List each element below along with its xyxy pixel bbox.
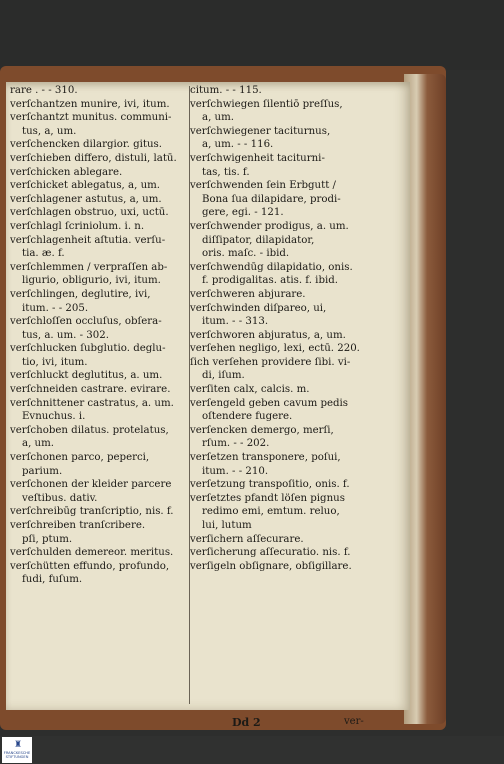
dictionary-entry-line: pſi, ptum. <box>22 533 73 545</box>
dictionary-entry-line: verſchreiben tranſcribere. <box>10 520 146 531</box>
right-column <box>190 84 398 573</box>
dictionary-entry-line: verſetztes pfandt löſen pignus <box>190 492 345 504</box>
dictionary-entry-line: verſchonen parco, peperci, <box>10 452 150 464</box>
dictionary-entry-line: verſchlagenheit aſtutia. verſu- <box>10 234 166 246</box>
dictionary-entry-line: verſchlagen obstruo, uxi, uctū. <box>10 207 169 219</box>
dictionary-entry-line: verſchweren abjurare. <box>190 288 306 300</box>
dictionary-entry-line: verſencken demergo, merſi, <box>190 424 334 436</box>
library-logo-text: FRANCKESCHE STIFTUNGEN <box>3 751 31 759</box>
dictionary-entry-line: a, um. <box>22 438 55 450</box>
dictionary-entry-line: verſchencken dilargior. gitus. <box>10 139 163 151</box>
catchword: ver- <box>344 716 364 727</box>
dictionary-entry-line: verſchonen der kleider parcere <box>10 479 172 491</box>
book-fore-edge <box>404 74 446 724</box>
dictionary-page <box>6 82 410 729</box>
dictionary-entry-line: redimo emi, emtum. reluo, <box>202 506 340 518</box>
dictionary-entry-line: verſengeld geben cavum pedis <box>190 397 349 409</box>
dictionary-entry-line: verſiten calx, calcis. m. <box>190 384 310 396</box>
dictionary-entry-line: tas, tis. f. <box>202 166 250 178</box>
dictionary-entry-line: ligurio, obligurio, ivi, itum. <box>22 275 161 287</box>
dictionary-entry-line: a, um. <box>202 112 235 124</box>
dictionary-entry-line: verſchwender prodigus, a. um. <box>190 220 349 232</box>
dictionary-entry-line: verſchreibūg tranſcriptio, nis. f. <box>10 506 174 518</box>
left-column <box>10 84 188 587</box>
dictionary-entry-line: verſchieben differo, distuli, latū. <box>10 152 177 164</box>
dictionary-entry-line: verſchneiden castrare. evirare. <box>10 384 171 396</box>
dictionary-entry-line: verſchnittener castratus, a. um. <box>10 397 174 409</box>
dictionary-entry-line: verſchütten effundo, profundo, <box>10 560 170 572</box>
signature-mark: Dd 2 <box>232 716 261 729</box>
dictionary-entry-line: verſchulden demereor. meritus. <box>10 547 174 559</box>
dictionary-entry-line: verſigeln obſignare, obſigillare. <box>190 560 352 572</box>
dictionary-entry-line: verſchwenden ſein Erbgutt / <box>190 180 336 192</box>
dictionary-entry-line: verſchicket ablegatus, a, um. <box>10 180 161 192</box>
dictionary-entry-line: diſſipator, dilapidator, <box>202 234 315 246</box>
dictionary-entry-line: itum. - - 210. <box>202 465 269 477</box>
dictionary-entry-line: rſum. - - 202. <box>202 438 270 450</box>
dictionary-entry-line: oris. maſc. - ibid. <box>202 248 290 260</box>
dictionary-entry-line: verſchlemmen / verpraſſen ab- <box>10 261 168 273</box>
dictionary-entry-line: verſchlagener astutus, a, um. <box>10 193 162 205</box>
dictionary-entry-line: tio, ivi, itum. <box>22 356 88 368</box>
dictionary-entry-line: verſchlagl ſcriniolum. i. n. <box>10 220 145 232</box>
library-crest-icon: ♜ <box>14 740 23 750</box>
dictionary-entry-line: verſetzen transponere, poſui, <box>190 452 341 464</box>
dictionary-entry-line: itum. - - 205. <box>22 302 89 314</box>
dictionary-entry-line: veſtibus. dativ. <box>22 492 98 504</box>
dictionary-entry-line: itum. - - 313. <box>202 316 269 328</box>
dictionary-entry-line: verſchwigenheit taciturni- <box>190 152 325 164</box>
dictionary-entry-line: verſichern aſſecurare. <box>190 533 304 545</box>
dictionary-entry-line: verſchluckt deglutitus, a. um. <box>10 370 163 382</box>
dictionary-entry-line: f. prodigalitas. atis. f. ibid. <box>202 275 338 287</box>
dictionary-entry-line: verſehen negligo, lexi, ectū. 220. <box>190 343 360 355</box>
dictionary-entry-line: verſchwinden diſpareo, ui, <box>190 302 327 314</box>
dictionary-entry-line: oſtendere fugere. <box>202 411 293 423</box>
dictionary-entry-line: parium. <box>22 465 63 477</box>
dictionary-entry-line: di, iſum. <box>202 370 245 382</box>
dictionary-entry-line: verſchwiegen ſilentiō preſſus, <box>190 98 343 110</box>
dictionary-entry-line: tus, a, um. <box>22 125 77 137</box>
dictionary-entry-line: verſchicken ablegare. <box>10 166 123 178</box>
dictionary-entry-line: a, um. - - 116. <box>202 139 274 151</box>
dictionary-entry-line: verſchantzen munire, ivi, itum. <box>10 98 170 110</box>
dictionary-entry-line: Bona ſua dilapidare, prodi- <box>202 193 341 205</box>
dictionary-entry-line: verſchoben dilatus. protelatus, <box>10 424 169 436</box>
dictionary-entry-line: verſetzung transpoſitio, onis. f. <box>190 479 350 491</box>
dictionary-entry-line: gere, egi. - 121. <box>202 207 284 219</box>
dictionary-entry-line: citum. - - 115. <box>190 85 262 96</box>
dictionary-entry-line: fudi, fuſum. <box>22 574 83 586</box>
dictionary-entry-line: verſchlucken ſubglutio. deglu- <box>10 343 166 355</box>
dictionary-entry-line: lui, lutum <box>202 520 252 531</box>
dictionary-entry-line: verſchworen abjuratus, a, um. <box>190 329 346 341</box>
dictionary-entry-line: verſchloſſen occluſus, obſera- <box>10 316 162 328</box>
dictionary-entry-line: verſchwiegener taciturnus, <box>190 125 331 137</box>
dictionary-entry-line: tia. æ. f. <box>22 248 65 260</box>
dictionary-entry-line: rare . - - 310. <box>10 85 78 96</box>
dictionary-entry-line: verſicherung aſſecuratio. nis. f. <box>190 547 351 559</box>
dictionary-entry-line: tus, a. um. - 302. <box>22 329 109 341</box>
library-logo <box>2 737 32 763</box>
dictionary-entry-line: verſchwendūg dilapidatio, onis. <box>190 261 353 273</box>
dictionary-entry-line: Evnuchus. i. <box>22 411 86 423</box>
scan-background-top <box>0 0 504 70</box>
dictionary-entry-line: ſich verſehen providere ſibi. vi- <box>190 356 351 368</box>
dictionary-entry-line: verſchlingen, deglutire, ivi, <box>10 288 151 300</box>
scan-background-bottom <box>0 736 504 764</box>
dictionary-entry-line: verſchantzt munitus. communi- <box>10 112 172 124</box>
